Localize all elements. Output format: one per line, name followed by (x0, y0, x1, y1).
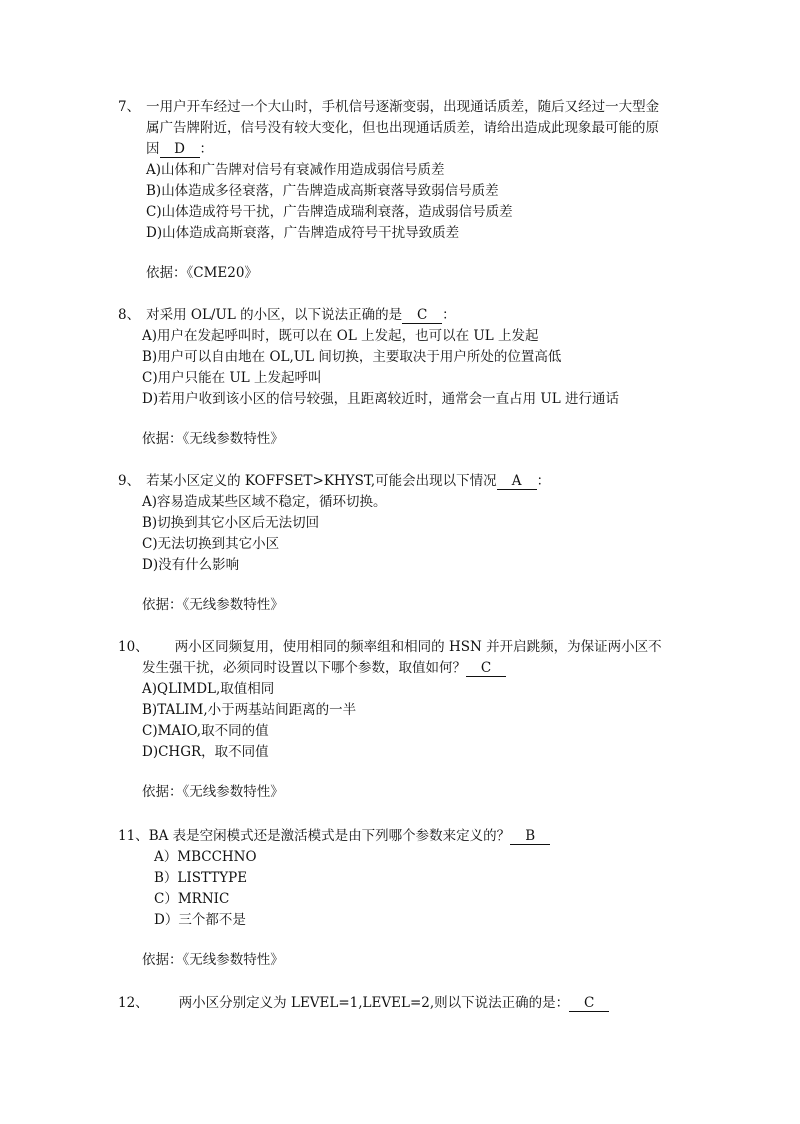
question-8 (118, 305, 690, 450)
answer-blank: D (160, 141, 200, 158)
option-a: A）MBCCHNO (154, 849, 257, 865)
question-stem: 12、 两小区分别定义为 LEVEL=1,LEVEL=2,则以下说法正确的是： C (118, 993, 690, 1014)
option-b: B）LISTTYPE (154, 870, 248, 886)
question-number: 9、 (118, 473, 141, 489)
option-c: C)山体造成符号干扰，广告牌造成瑞利衰落，造成弱信号质差 (146, 204, 513, 220)
option-d: D)山体造成高斯衰落，广告牌造成符号干扰导致质差 (146, 225, 460, 241)
option-a: A)QLIMDL,取值相同 (142, 681, 275, 697)
basis-reference: 依据：《无线参数特性》 (142, 597, 284, 613)
stem-line: 发生强干扰，必须同时设置以下哪个参数，取值如何？ C (118, 658, 690, 679)
answer-blank: C (402, 307, 442, 324)
question-number: 12、 (118, 995, 149, 1011)
question-9 (118, 471, 690, 616)
option-c: C)无法切换到其它小区 (142, 536, 280, 552)
question-number: 11、 (118, 828, 149, 844)
question-stem: 10、 两小区同频复用，使用相同的频率组和相同的 HSN 并开启跳频，为保证两小区不 (118, 639, 662, 655)
option-d: D)CHGR，取不同值 (142, 744, 269, 760)
option-d: D)没有什么影响 (142, 557, 240, 573)
option-c: C）MRNIC (154, 891, 230, 907)
option-d: D)若用户收到该小区的信号较强，且距离较近时，通常会一直占用 UL 进行通话 (142, 391, 620, 407)
answer-blank: B (510, 828, 550, 845)
option-a: A)用户在发起呼叫时，既可以在 OL 上发起，也可以在 UL 上发起 (142, 328, 539, 344)
question-12 (118, 993, 690, 1014)
question-10 (118, 637, 690, 803)
basis-reference: 依据：《无线参数特性》 (142, 952, 284, 968)
answer-blank: A (497, 473, 537, 490)
question-stem: 8、 对采用 OL/UL 的小区，以下说法正确的是 C ： (118, 307, 456, 323)
option-c: C)MAIO,取不同的值 (142, 723, 269, 739)
option-b: B)用户可以自由地在 OL,UL 间切换，主要取决于用户所处的位置高低 (142, 349, 562, 365)
option-a: A)山体和广告牌对信号有衰减作用造成弱信号质差 (146, 162, 445, 178)
answer-blank: C (466, 660, 506, 677)
option-d: D）三个都不是 (154, 912, 246, 928)
stem-line: 一用户开车经过一个大山时，手机信号逐渐变弱，出现通话质差，随后又经过一大型金 (146, 99, 660, 115)
question-11 (118, 826, 690, 971)
option-b: B)TALIM,小于两基站间距离的一半 (142, 702, 357, 718)
option-c: C)用户只能在 UL 上发起呼叫 (142, 370, 322, 386)
stem-line: 属广告牌附近，信号没有较大变化，但也出现通话质差，请给出造成此现象最可能的原 (146, 120, 659, 136)
question-7 (118, 97, 690, 284)
basis-reference: 依据：《无线参数特性》 (142, 431, 284, 447)
option-b: B)切换到其它小区后无法切回 (142, 515, 320, 531)
option-b: B)山体造成多径衰落，广告牌造成高斯衰落导致弱信号质差 (146, 183, 499, 199)
question-stem (118, 97, 690, 118)
option-a: A)容易造成某些区域不稳定，循环切换。 (142, 494, 387, 510)
question-number: 8、 (118, 307, 141, 323)
answer-blank: C (569, 995, 609, 1012)
stem-line: 因 D ： (146, 141, 213, 157)
basis-reference: 依据：《CME20》 (146, 265, 258, 281)
basis-reference: 依据：《无线参数特性》 (142, 784, 284, 800)
question-stem: 11、BA 表是空闲模式还是激活模式是由下列哪个参数来定义的？ B (118, 826, 690, 847)
question-number: 7、 (118, 99, 141, 115)
question-number: 10、 (118, 639, 149, 655)
question-stem: 9、 若某小区定义的 KOFFSET>KHYST,可能会出现以下情况 A ： (118, 473, 551, 489)
